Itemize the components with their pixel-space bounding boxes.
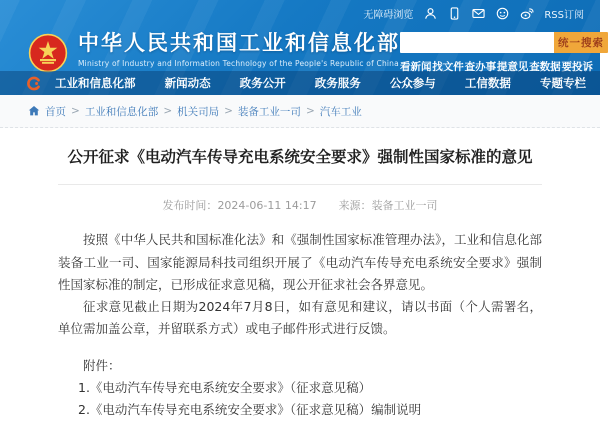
- attachment-link-2[interactable]: 2.《电动汽车传导充电系统安全要求》（征求意见稿）编制说明: [78, 402, 422, 418]
- article-meta: [58, 197, 542, 213]
- weibo-icon[interactable]: [520, 7, 533, 20]
- breadcrumb-miit[interactable]: 工业和信息化部: [84, 105, 159, 118]
- article-body: [58, 229, 542, 340]
- wechat-icon[interactable]: [496, 7, 509, 20]
- site-brand: [78, 30, 400, 68]
- mobile-icon[interactable]: [448, 7, 461, 20]
- source: 装备工业一司: [371, 199, 438, 213]
- national-emblem-logo: [28, 33, 68, 73]
- article-title: 公开征求《电动汽车传导充电系统安全要求》强制性国家标准的意见: [67, 148, 533, 166]
- breadcrumb-separator: >: [163, 105, 173, 117]
- utility-topbar: [0, 0, 600, 27]
- nav-item-special-topics[interactable]: 专题专栏: [539, 76, 586, 90]
- home-icon[interactable]: [28, 105, 40, 117]
- main-navigation: [0, 71, 600, 95]
- nav-item-gov-services[interactable]: 政务服务: [314, 76, 361, 90]
- breadcrumb-auto-industry[interactable]: 汽车工业: [319, 105, 362, 118]
- paragraph: 征求意见截止日期为2024年7月8日，如有意见和建议，请以书面（个人需署名，单位需加盖公章，并留联系方式）或电子邮件形式进行反馈。: [58, 299, 542, 337]
- accessibility-link[interactable]: 无障碍浏览: [363, 10, 414, 21]
- article: [0, 128, 600, 421]
- header-main: [0, 27, 604, 74]
- quick-link-services[interactable]: 查办事: [464, 61, 497, 73]
- publish-time: 2024-06-11 14:17: [217, 199, 317, 213]
- breadcrumb-separator: >: [224, 105, 233, 117]
- quick-link-files[interactable]: 找文件: [432, 61, 464, 73]
- attachment-link-1[interactable]: 1.《电动汽车传导充电系统安全要求》（征求意见稿）: [78, 379, 372, 395]
- breadcrumb: [0, 95, 600, 128]
- ministry-name-en: Ministry of Industry and Information Technology of the People's Republic of China: [78, 59, 399, 68]
- breadcrumb-separator: >: [305, 105, 315, 117]
- nav-item-public-participation[interactable]: 公众参与: [389, 76, 436, 90]
- paragraph: 按照《中华人民共和国标准化法》和《强制性国家标准管理办法》，工业和信息化部装备工业一司、国家能源局科技司组织开展了《电动汽车传导充电系统安全要求》强制性国家标准的制定，已形成征求意见稿，现公开征求社会各界意见。: [58, 232, 542, 292]
- breadcrumb-equipment-dept[interactable]: 装备工业一司: [237, 105, 301, 118]
- breadcrumb-home[interactable]: 首页: [45, 105, 66, 118]
- quick-link-opinions[interactable]: 提意见: [496, 61, 529, 73]
- user-icon[interactable]: [424, 7, 437, 20]
- attachments-label: 附件：: [83, 357, 121, 373]
- nav-item-news[interactable]: 新闻动态: [164, 76, 211, 90]
- breadcrumb-separator: >: [71, 105, 80, 117]
- title-divider: [58, 184, 542, 185]
- nav-item-industry-data[interactable]: 工信数据: [464, 76, 511, 90]
- source-label: 来源：: [338, 199, 372, 213]
- quick-link-news[interactable]: 看新闻: [400, 61, 432, 73]
- nav-item-miit[interactable]: 工业和信息化部: [55, 76, 136, 90]
- search-button[interactable]: 统一搜索: [554, 32, 608, 53]
- search-area: [400, 32, 604, 74]
- mail-icon[interactable]: [472, 7, 485, 20]
- miit-c-logo-icon: [26, 76, 41, 91]
- quick-link-data[interactable]: 查数据: [529, 61, 561, 73]
- rss-link[interactable]: RSS订阅: [544, 10, 584, 21]
- ministry-name-cn: 中华人民共和国工业和信息化部: [78, 31, 400, 55]
- site-header: [0, 0, 604, 95]
- quick-link-complaints[interactable]: 要投诉: [561, 61, 593, 73]
- breadcrumb-departments[interactable]: 机关司局: [177, 105, 220, 118]
- publish-time-label: 发布时间：: [162, 199, 218, 213]
- search-input[interactable]: [400, 32, 554, 53]
- nav-item-gov-openness[interactable]: 政务公开: [239, 76, 286, 90]
- attachments: [58, 355, 542, 421]
